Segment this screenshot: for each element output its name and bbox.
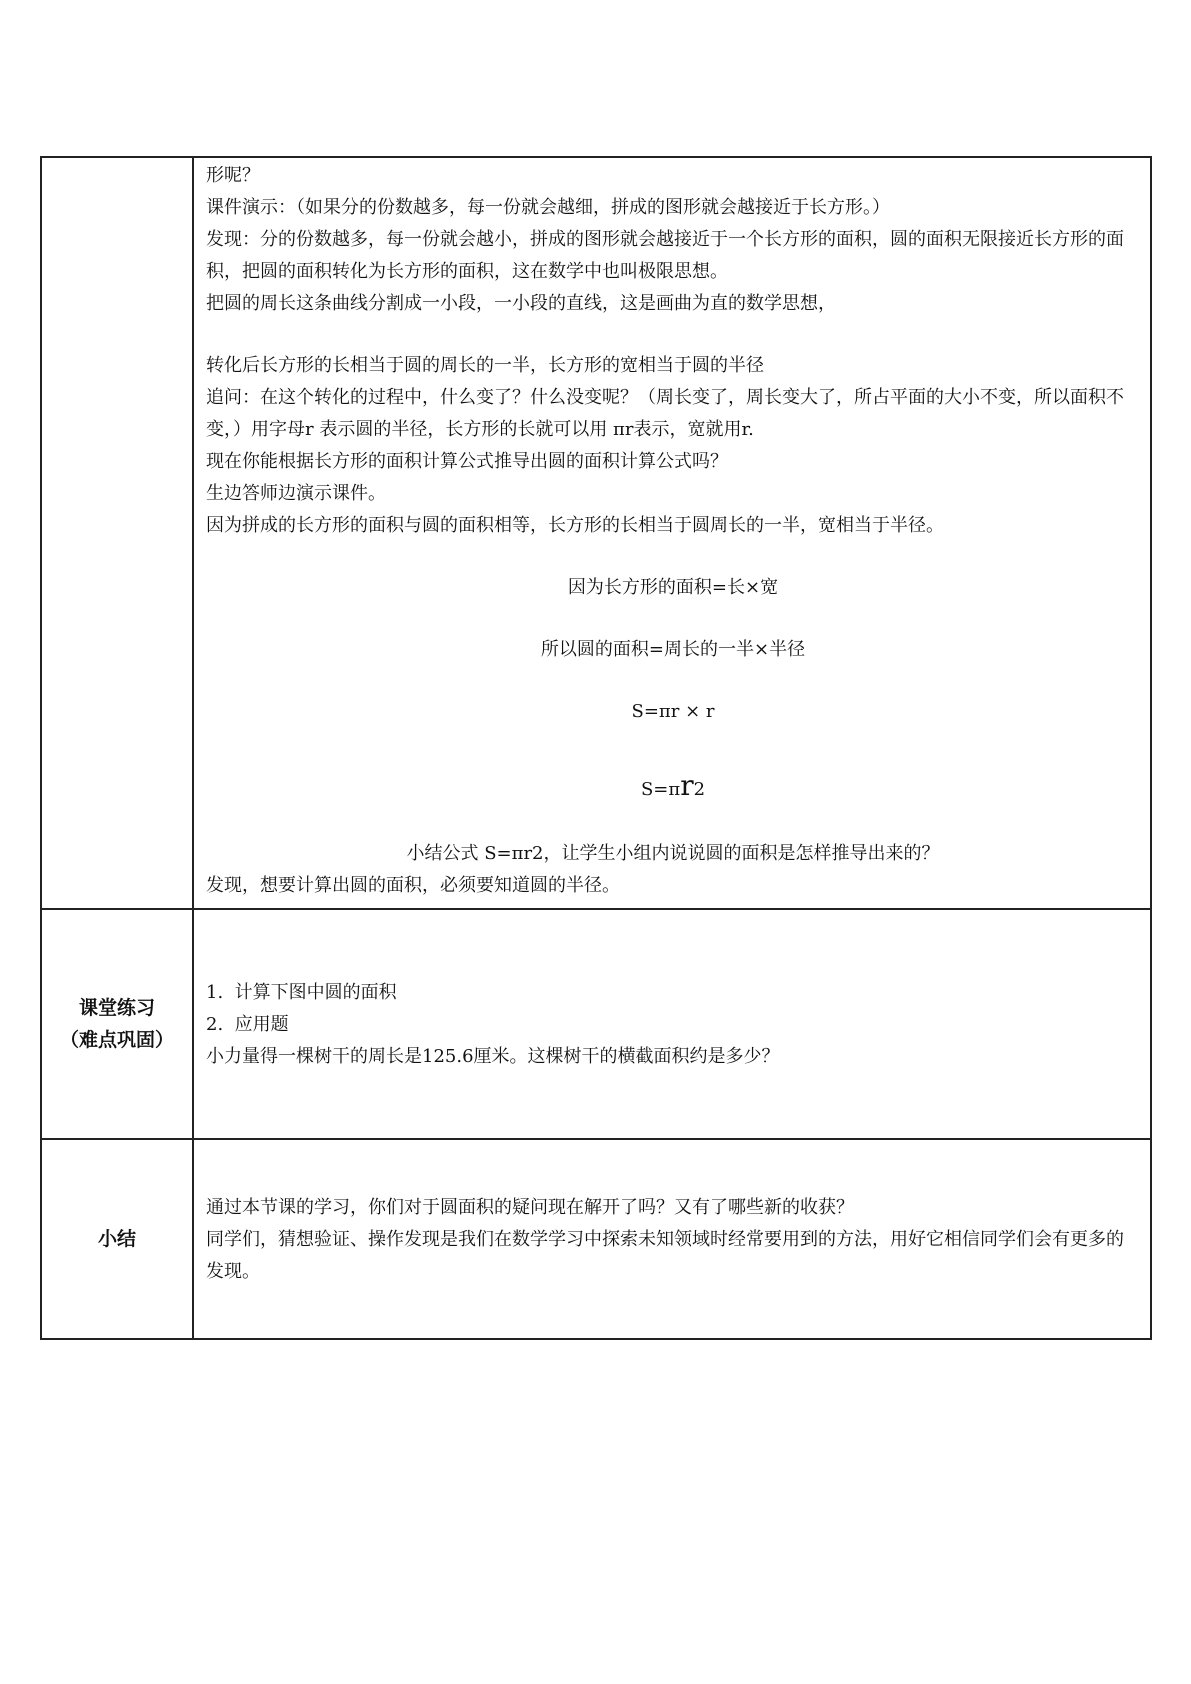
text-line: 生边答师边演示课件。 (206, 483, 386, 504)
text-line: 通过本节课的学习，你们对于圆面积的疑问现在解开了吗？又有了哪些新的收获？ (206, 1197, 854, 1218)
summary-formula-line: 小结公式 S=πr2，让学生小组内说说圆的面积是怎样推导出来的？ (406, 843, 940, 864)
text-line: 2. 应用题 (206, 1014, 289, 1035)
formula-exponent: 2 (693, 779, 706, 800)
row-label-summary: 小结 (41, 1139, 193, 1339)
derivation-cell (193, 157, 1151, 909)
text-line: 转化后长方形的长相当于圆的周长的一半，长方形的宽相当于圆的半径 (206, 355, 764, 376)
text-line: 把圆的周长这条曲线分割成一小段，一小段的直线，这是画曲为直的数学思想， (206, 293, 836, 314)
text-line: 形呢？ (206, 165, 260, 186)
text-line: 现在你能根据长方形的面积计算公式推导出圆的面积计算公式吗？ (206, 451, 728, 472)
practice-cell (193, 909, 1151, 1139)
text-line: 1. 计算下图中圆的面积 (206, 982, 397, 1003)
text-line: 课件演示：（如果分的份数越多，每一份就会越细，拼成的图形就会越接近于长方形。） (206, 197, 890, 218)
lesson-table (40, 156, 1152, 1340)
row-label-line: 课堂练习 (78, 997, 155, 1019)
table-row-derivation (41, 157, 1151, 909)
table-row-practice (41, 909, 1151, 1139)
formula-line: 因为长方形的面积=长×宽 (567, 577, 779, 598)
text-line: 同学们，猜想验证、操作发现是我们在数学学习中探索未知领域时经常要用到的方法，用好它相信同学们会有更多的发现。 (206, 1229, 1124, 1282)
formula-line-area (206, 770, 1140, 806)
formula-line: S=πr × r (631, 701, 715, 722)
summary-cell (193, 1139, 1151, 1339)
text-line: 发现，想要计算出圆的面积，必须要知道圆的半径。 (206, 875, 620, 896)
text-line: 因为拼成的长方形的面积与圆的面积相等，长方形的长相当于圆周长的一半，宽相当于半径。 (206, 515, 944, 536)
row-label-line: （难点巩固） (59, 1029, 174, 1051)
row-label-empty (41, 157, 193, 909)
row-label-practice (41, 909, 193, 1139)
text-line: 小力量得一棵树干的周长是125.6厘米。这棵树干的横截面积约是多少？ (206, 1046, 780, 1067)
formula-prefix: S=π (640, 779, 681, 800)
formula-radius-symbol: r (680, 769, 694, 802)
text-line: 追问：在这个转化的过程中，什么变了？什么没变呢？（周长变了，周长变大了，所占平面的大小不变，所以面积不变，）用字母r 表示圆的半径，长方形的长就可以用 πr表示，宽就用r. (206, 387, 1124, 440)
text-line: 发现：分的份数越多，每一份就会越小，拼成的图形就会越接近于一个长方形的面积，圆的面积无限接近长方形的面积，把圆的面积转化为长方形的面积，这在数学中也叫极限思想。 (206, 229, 1124, 282)
formula-line: 所以圆的面积=周长的一半×半径 (540, 639, 806, 660)
table-row-summary (41, 1139, 1151, 1339)
